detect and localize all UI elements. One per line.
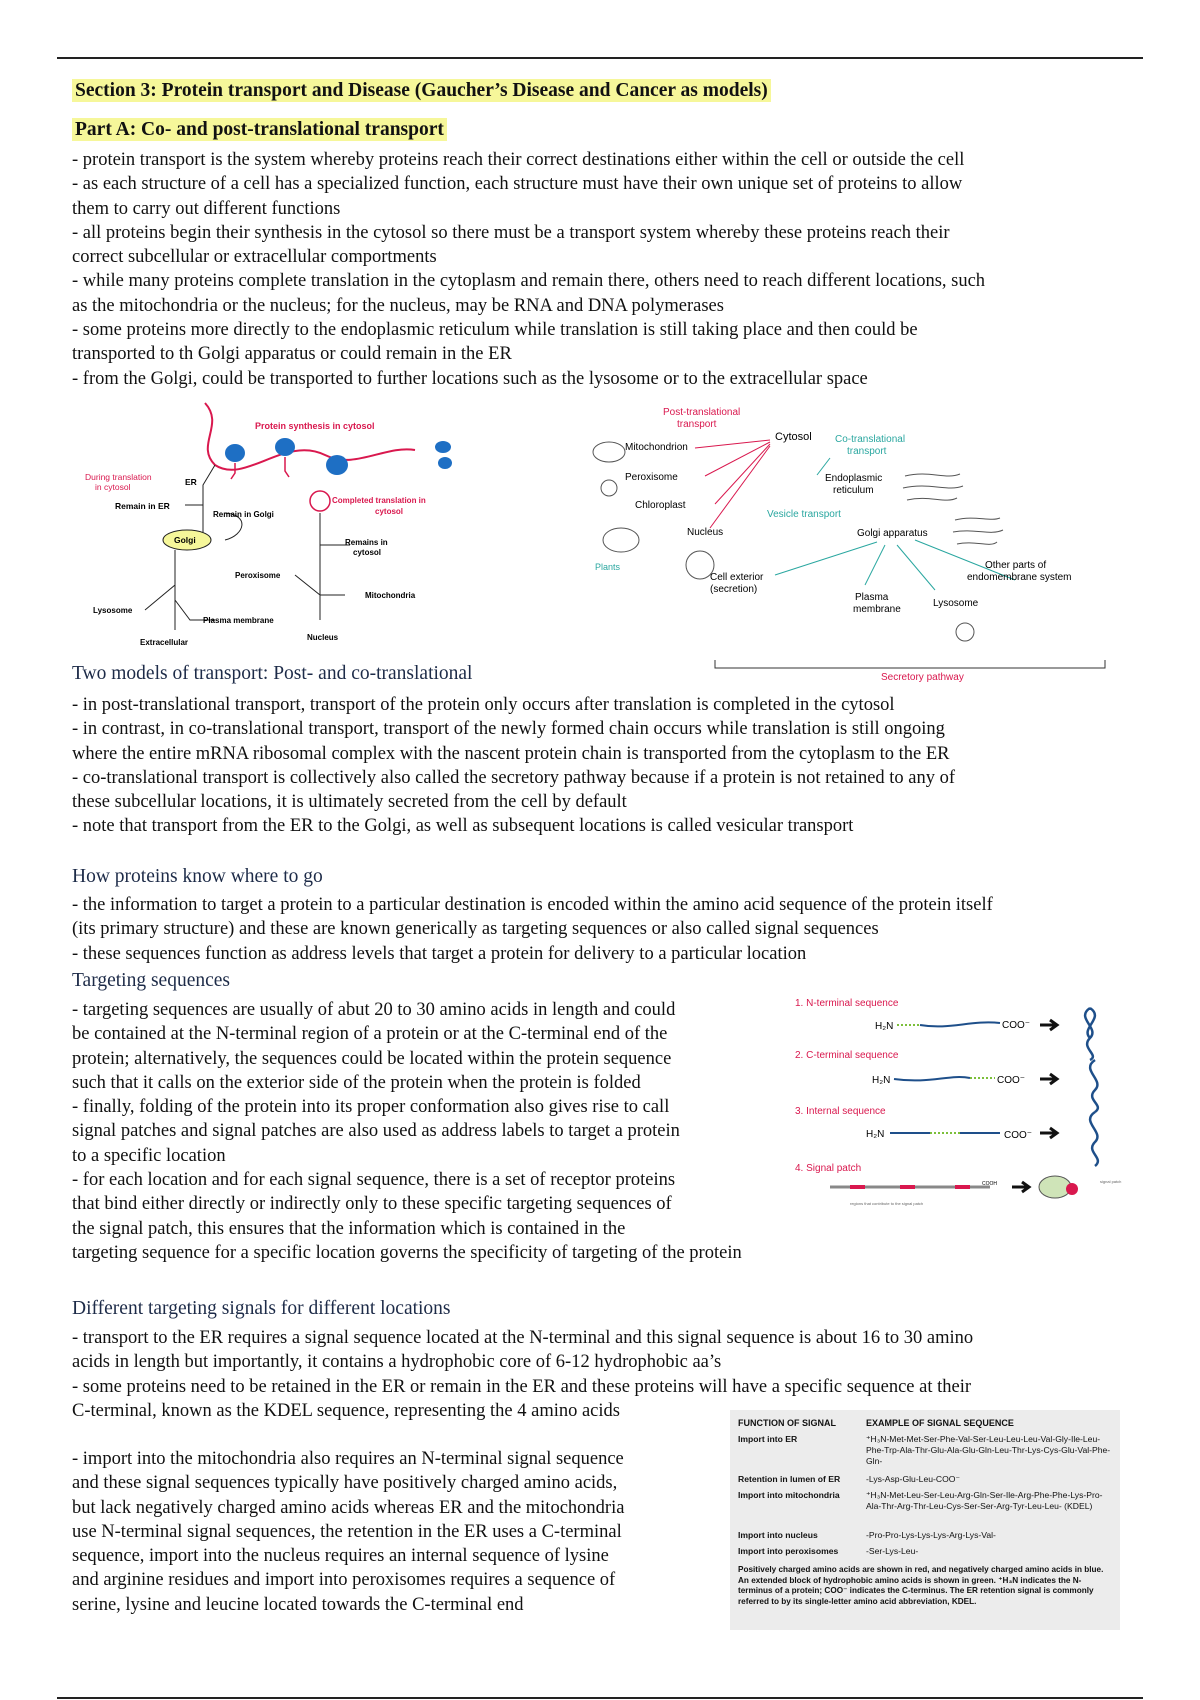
svg-text:Plants: Plants	[595, 562, 621, 572]
table-row-function: Retention in lumen of ER	[738, 1474, 841, 1484]
svg-text:Cell exterior: Cell exterior	[710, 572, 764, 583]
svg-text:membrane: membrane	[853, 604, 901, 615]
targeting-heading: Targeting sequences	[72, 970, 231, 991]
how-heading: How proteins know where to go	[72, 866, 323, 887]
svg-text:regions that contribute to the: regions that contribute to the signal patch	[850, 1201, 924, 1206]
table-row-sequence: -Pro-Pro-Lys-Lys-Lys-Arg-Lys-Val-	[866, 1530, 996, 1540]
table-row-function: Import into ER	[738, 1434, 798, 1444]
svg-text:Lysosome: Lysosome	[93, 606, 133, 615]
svg-text:cytosol: cytosol	[375, 507, 404, 516]
svg-text:Peroxisome: Peroxisome	[625, 472, 678, 483]
svg-text:Post-translational: Post-translational	[663, 407, 741, 418]
protein-synthesis-diagram	[75, 395, 475, 655]
svg-text:reticulum: reticulum	[833, 485, 874, 496]
part-a-title: Part A: Co- and post-translational transport	[72, 119, 447, 141]
svg-text:Golgi apparatus: Golgi apparatus	[857, 528, 928, 539]
svg-text:Extracellular: Extracellular	[140, 638, 189, 647]
svg-text:transport: transport	[847, 446, 887, 457]
svg-text:Lysosome: Lysosome	[933, 598, 979, 609]
svg-text:COO⁻: COO⁻	[1004, 1130, 1033, 1141]
table-row-function: Import into mitochondria	[738, 1490, 840, 1500]
svg-text:Plasma membrane: Plasma membrane	[203, 616, 274, 625]
svg-text:Secretory pathway: Secretory pathway	[881, 672, 964, 683]
svg-text:Remain in Golgi: Remain in Golgi	[213, 510, 274, 519]
table-header-example: EXAMPLE OF SIGNAL SEQUENCE	[866, 1418, 1014, 1428]
svg-text:signal patch: signal patch	[1100, 1179, 1122, 1184]
svg-text:Completed translation in: Completed translation in	[332, 496, 426, 505]
table-row-function: Import into peroxisomes	[738, 1546, 839, 1556]
svg-text:H₂N: H₂N	[866, 1129, 885, 1140]
table-row-function: Import into nucleus	[738, 1530, 818, 1540]
svg-text:Remains in: Remains in	[345, 538, 388, 547]
different-paragraph: - transport to the ER requires a signal sequence located at the N-terminal and this signal sequence is about 16 to 30 amino acids in length but importantly, it contains a hydrophobic core of 6-12 hydrophobic aa’s - some proteins need to be retained in the ER or remain in the ER and these proteins will have a specific sequence at their C-terminal, known as the KDEL sequence, representing the 4 amino acids	[72, 1328, 974, 1421]
svg-text:Endoplasmic: Endoplasmic	[825, 473, 883, 484]
svg-text:Cytosol: Cytosol	[775, 431, 812, 443]
section-title: Section 3: Protein transport and Disease (Gaucher’s Disease and Cancer as models)	[72, 80, 771, 102]
svg-text:Remain in ER: Remain in ER	[115, 501, 170, 511]
signal-sequence-table	[730, 1410, 1120, 1630]
svg-text:Golgi: Golgi	[174, 535, 196, 545]
svg-text:Chloroplast: Chloroplast	[635, 500, 686, 511]
svg-text:Nucleus: Nucleus	[687, 527, 724, 538]
svg-text:1. N-terminal sequence: 1. N-terminal sequence	[795, 998, 899, 1009]
svg-text:During translation: During translation	[85, 472, 152, 482]
svg-text:Nucleus: Nucleus	[307, 633, 339, 642]
intro-paragraph: - protein transport is the system whereby proteins reach their correct destinations either within the cell or outside the cell - as each structure of a cell has a specialized function, each structure must have their own unique set of proteins to allow them to carry out different functions - all proteins begin their synthesis in the cytosol so there must be a transport system whereby these proteins reach their correct subcellular or extracellular comportments - while many proteins complete translation in the cytoplasm and remain there, others need to reach different locations, such as the mitochondria or the nucleus; for the nucleus, may be RNA and DNA polymerases - some proteins more directly to the endoplasmic reticulum while translation is still taking place and then could be transported to th Golgi apparatus or could remain in the ER - from the Golgi, could be transported to further locations such as the lysosome or to the extracellular space	[72, 150, 986, 389]
table-row-sequence: ⁺H₃N-Met-Leu-Ser-Leu-Arg-Gln-Ser-Ile-Arg-Phe-Phe-Lys-Pro-Ala-Thr-Arg-Thr-Leu-Cys-Ser-Ser-Arg-Tyr-Leu-Leu- (KDEL)	[866, 1490, 1103, 1511]
mitochondria-paragraph: - import into the mitochondria also requires an N-terminal signal sequence and these signal sequences typically have positively charged amino acids, but lack negatively charged amino acids whereas ER and the mitochondria use N-terminal signal sequences, the retention in the ER uses a C-terminal sequence, import into the nucleus requires an internal sequence of lysine and arginine residues and import into peroxisomes requires a sequence of serine, lysine and leucine located towards the C-terminal end	[72, 1449, 625, 1615]
table-row-sequence: ⁺H₃N-Met-Met-Ser-Phe-Val-Ser-Leu-Leu-Leu-Val-Gly-Ile-Leu-Phe-Trp-Ala-Thr-Glu-Ala-Glu-Gln-Leu-Thr-Lys-Cys-Glu-Val-Phe-Gln-	[866, 1434, 1111, 1466]
table-footnote: Positively charged amino acids are shown in red, and negatively charged amino acids in blue. An extended block of hydrophobic amino acids is shown in green. ⁺H₃N indicates the N-terminus of a protein; COO⁻ indicates the C-terminus. The ER retention signal is commonly referred to by its single-letter amino acid abbreviation, KDEL.	[738, 1565, 1104, 1606]
table-row-sequence: -Ser-Lys-Leu-	[866, 1546, 919, 1556]
bottom-rule	[57, 1697, 1143, 1699]
svg-text:Vesicle transport: Vesicle transport	[767, 509, 841, 520]
models-heading: Two models of transport: Post- and co-translational	[72, 663, 473, 684]
different-heading: Different targeting signals for different locations	[72, 1298, 451, 1319]
svg-text:cytosol: cytosol	[353, 548, 382, 557]
svg-text:COO⁻: COO⁻	[997, 1075, 1026, 1086]
svg-text:H₂N: H₂N	[875, 1021, 894, 1032]
targeting-paragraph: - targeting sequences are usually of abut 20 to 30 amino acids in length and could be contained at the N-terminal region of a protein or at the C-terminal end of the protein; alternatively, the sequences could be located within the protein sequence such that it calls on the exterior side of the protein when the protein is folded - finally, folding of the protein into its proper conformation also gives rise to call signal patches and signal patches are also used as address labels to target a protein to a specific location - for each location and for each signal sequence, there is a set of receptor proteins that bind either directly or indirectly only to these specific targeting sequences of the signal patch, this ensures that the information which is contained in the targeting sequence for a specific location governs the specificity of targeting of the protein	[72, 1000, 742, 1263]
how-paragraph: - the information to target a protein to a particular destination is encoded within the amino acid sequence of the protein itself (its primary structure) and these are known generically as targeting sequences or also called signal sequences - these sequences function as address levels that target a protein for delivery to a particular location	[72, 895, 993, 964]
svg-text:COOH: COOH	[982, 1181, 997, 1187]
svg-text:H₂N: H₂N	[872, 1075, 891, 1086]
svg-text:(secretion): (secretion)	[710, 584, 758, 595]
svg-text:transport: transport	[677, 419, 717, 430]
label-protein-synthesis: Protein synthesis in cytosol	[255, 421, 375, 431]
table-row-sequence: -Lys-Asp-Glu-Leu-COO⁻	[866, 1474, 960, 1484]
top-rule	[57, 57, 1143, 59]
svg-text:Co-translational: Co-translational	[835, 434, 906, 445]
svg-text:2. C-terminal sequence: 2. C-terminal sequence	[795, 1050, 899, 1061]
svg-text:ER: ER	[185, 477, 197, 487]
svg-text:4. Signal patch: 4. Signal patch	[795, 1163, 862, 1174]
transport-overview-diagram	[585, 400, 1115, 685]
svg-text:Other parts of: Other parts of	[985, 560, 1047, 571]
models-paragraph: - in post-translational transport, transport of the protein only occurs after translation is completed in the cytosol - in contrast, in co-translational transport, transport of the newly formed chain occurs while translation is still ongoing where the entire mRNA ribosomal complex with the nascent protein chain is transported from the cytoplasm to the ER - co-translational transport is collectively also called the secretory pathway because if a protein is not retained to any of these subcellular locations, it is ultimately secreted from the cell by default - note that transport from the ER to the Golgi, as well as subsequent locations is called vesicular transport	[72, 695, 956, 837]
signal-sequence-diagram	[790, 990, 1145, 1220]
svg-text:Plasma: Plasma	[855, 592, 889, 603]
svg-text:endomembrane system: endomembrane system	[967, 572, 1072, 583]
svg-text:Mitochondrion: Mitochondrion	[625, 442, 688, 453]
svg-text:Peroxisome: Peroxisome	[235, 571, 281, 580]
svg-text:COO⁻: COO⁻	[1002, 1020, 1031, 1031]
svg-text:in cytosol: in cytosol	[95, 482, 131, 492]
svg-text:3. Internal sequence: 3. Internal sequence	[795, 1106, 886, 1117]
table-header-function: FUNCTION OF SIGNAL	[738, 1418, 836, 1428]
svg-text:Mitochondria: Mitochondria	[365, 591, 416, 600]
